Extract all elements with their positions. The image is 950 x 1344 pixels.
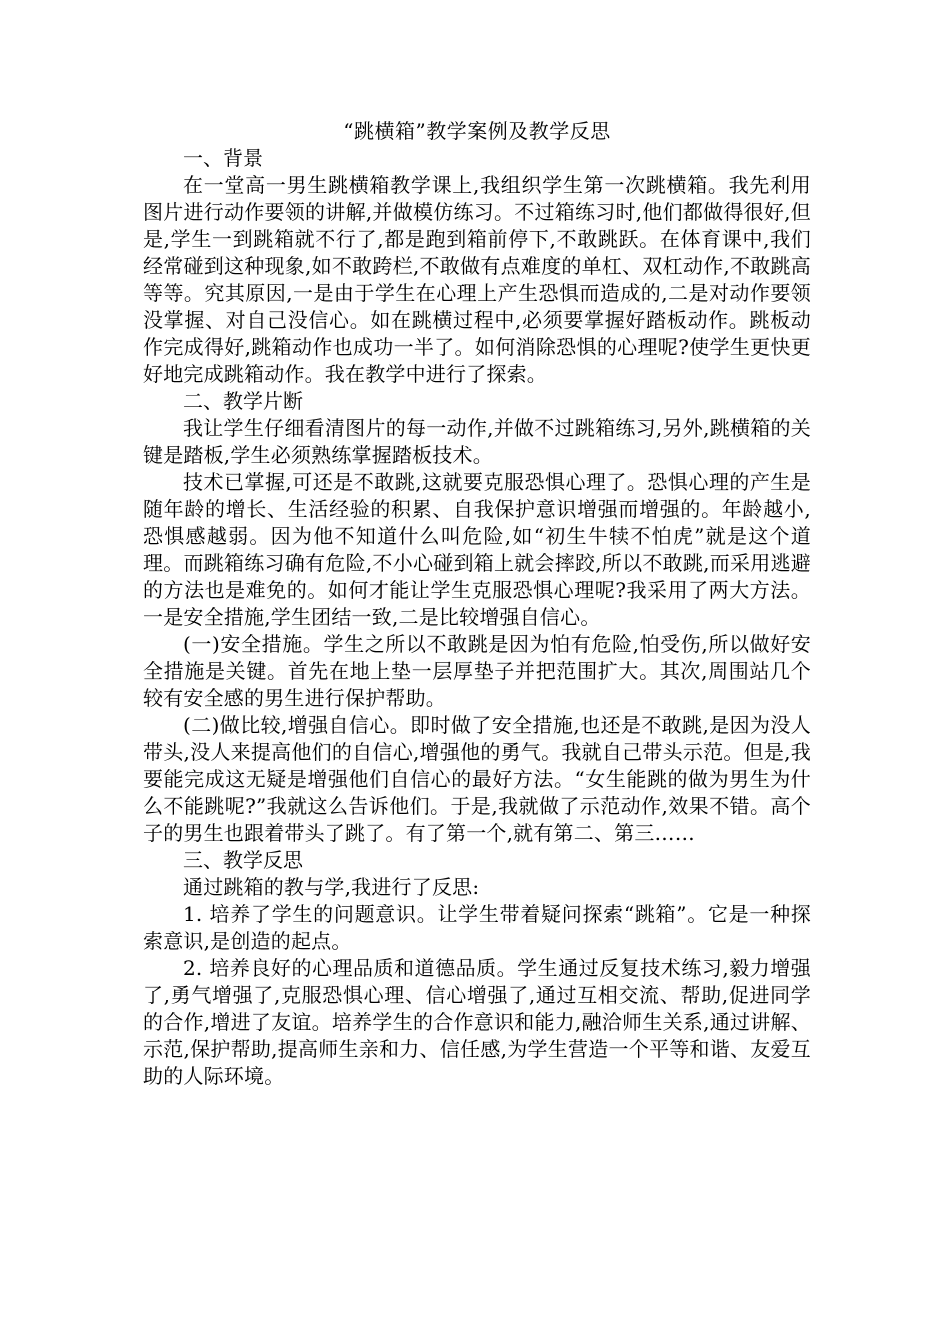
section-heading-teaching-episode: 二、教学片断 [183,389,303,413]
paragraph-reflection-3: 2. 培养良好的心理品质和道德品质。学生通过反复技术练习,毅力增强了,勇气增强了,克服恐惧心理、信心增强了,通过互相交流、帮助,促进同学的合作,增进了友谊。培养学生的合作意识和能力,融洽师生关系,通过讲解、示范,保护帮助,提高师生亲和力、信任感,为学生营造一个平等和谐、友爱互助的人际环境。 [143,956,811,1088]
paragraph-episode-3: (一)安全措施。学生之所以不敢跳是因为怕有危险,怕受伤,所以做好安全措施是关键。首先在地上垫一层厚垫子并把范围扩大。其次,周围站几个较有安全感的男生进行保护帮助。 [143,632,811,710]
paragraph-episode-1: 我让学生仔细看清图片的每一动作,并做不过跳箱练习,另外,跳横箱的关键是踏板,学生必须熟练掌握踏板技术。 [143,416,811,467]
document-page [143,118,811,1090]
paragraph-episode-2: 技术已掌握,可还是不敢跳,这就要克服恐惧心理了。恐惧心理的产生是随年龄的增长、生活经验的积累、自我保护意识增强而增强的。年龄越小,恐惧感越弱。因为他不知道什么叫危险,如“初生牛犊不怕虎”就是这个道理。而跳箱练习确有危险,不小心碰到箱上就会摔跤,所以不敢跳,而采用逃避的方法也是难免的。如何才能让学生克服恐惧心理呢?我采用了两大方法。一是安全措施,学生团结一致,二是比较增强自信心。 [143,470,811,629]
paragraph-reflection-1: 通过跳箱的教与学,我进行了反思: [183,875,480,899]
paragraph-background: 在一堂高一男生跳横箱教学课上,我组织学生第一次跳横箱。我先利用图片进行动作要领的讲解,并做模仿练习。不过箱练习时,他们都做得很好,但是,学生一到跳箱就不行了,都是跑到箱前停下,不敢跳跃。在体育课中,我们经常碰到这种现象,如不敢跨栏,不敢做有点难度的单杠、双杠动作,不敢跳高等等。究其原因,一是由于学生在心理上产生恐惧而造成的,二是对动作要领没掌握、对自己没信心。如在跳横过程中,必须要掌握好踏板动作。跳板动作完成得好,跳箱动作也成功一半了。如何消除恐惧的心理呢?使学生更快更好地完成跳箱动作。我在教学中进行了探索。 [143,173,811,386]
section-heading-reflection: 三、教学反思 [183,848,303,872]
paragraph-reflection-2: 1. 培养了学生的问题意识。让学生带着疑问探索“跳箱”。它是一种探索意识,是创造的起点。 [143,902,811,953]
section-heading-background: 一、背景 [183,146,263,170]
document-title: “跳横箱”教学案例及教学反思 [343,119,611,143]
paragraph-episode-4: (二)做比较,增强自信心。即时做了安全措施,也还是不敢跳,是因为没人带头,没人来提高他们的自信心,增强他的勇气。我就自己带头示范。但是,我要能完成这无疑是增强他们自信心的最好方法。“女生能跳的做为男生为什么不能跳呢?”我就这么告诉他们。于是,我就做了示范动作,效果不错。高个子的男生也跟着带头了跳了。有了第一个,就有第二、第三…… [143,713,811,845]
